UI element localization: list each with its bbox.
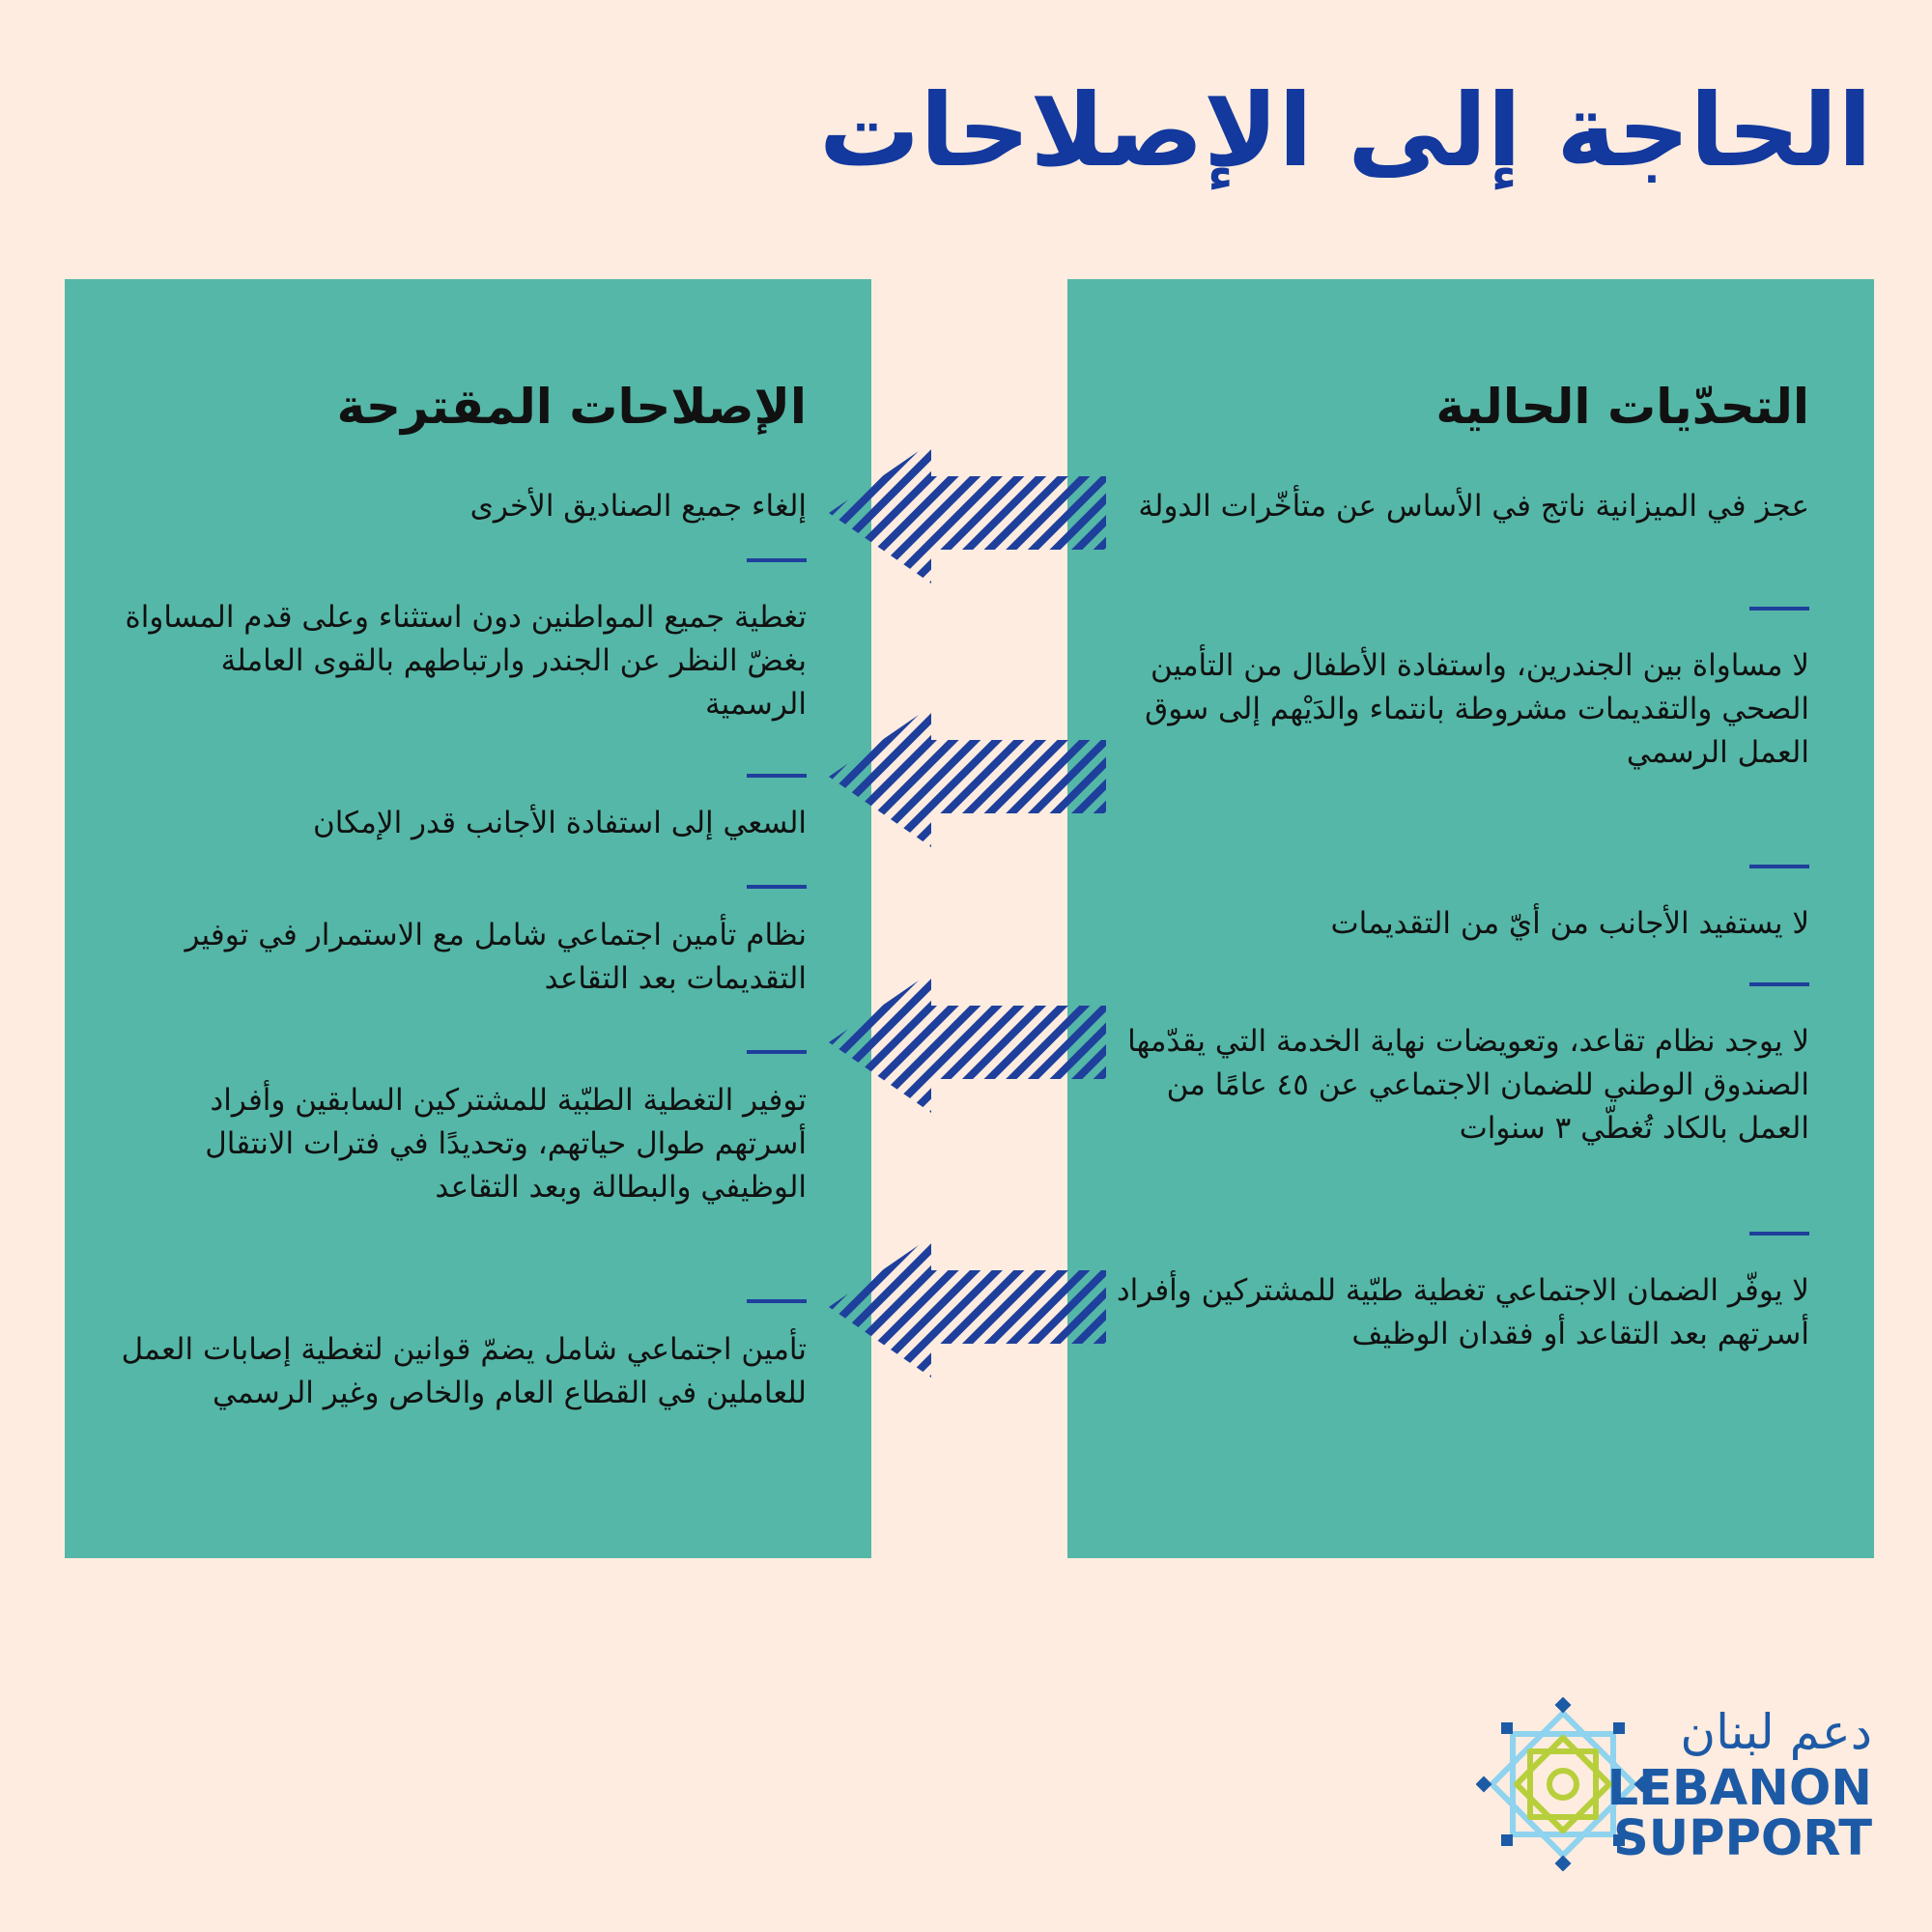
brand-name-line2: SUPPORT: [1612, 1810, 1872, 1867]
reforms-heading: الإصلاحات المقترحة: [336, 379, 807, 435]
page-title: الحاجة إلى الإصلاحات: [818, 71, 1872, 189]
challenges-heading: التحدّيات الحالية: [1435, 379, 1809, 435]
brand-name-line1: LEBANON: [1606, 1760, 1872, 1817]
reform-separator: [747, 1299, 807, 1303]
reform-item: السعي إلى استفادة الأجانب قدر الإمكان: [312, 806, 807, 840]
reform-separator: [747, 558, 807, 562]
challenge-item: لا يوجد نظام تقاعد، وتعويضات نهاية الخدمة التي يقدّمها الصندوق الوطني للضمان الاجتماعي عن ٤٥ عامًا من العمل بالكاد تُغطّي ٣ سنوات: [1127, 1024, 1809, 1146]
reforms-panel: [65, 279, 871, 1558]
challenge-separator: [1749, 865, 1809, 868]
challenge-separator: [1749, 607, 1809, 611]
reform-item: تغطية جميع المواطنين دون استثناء وعلى قدم المساواة بغضّ النظر عن الجندر وارتباطهم بالقوى العاملة الرسمية: [125, 600, 807, 722]
reform-item: توفير التغطية الطبّية للمشتركين السابقين وأفراد أسرتهم طوال حياتهم، وتحديدًا في فترات الانتقال الوظيفي والبطالة وبعد التقاعد: [205, 1083, 807, 1205]
reform-separator: [747, 774, 807, 778]
brand-name-arabic: دعم لبنان: [1680, 1704, 1872, 1760]
challenge-item: عجز في الميزانية ناتج في الأساس عن متأخّرات الدولة: [1138, 489, 1809, 524]
hatched-left-arrow-icon: [829, 972, 1106, 1113]
reform-item: تأمين اجتماعي شامل يضمّ قوانين لتغطية إصابات العمل للعاملين في القطاع العام والخاص وغير الرسمي: [121, 1332, 807, 1410]
challenge-item: لا يوفّر الضمان الاجتماعي تغطية طبّية للمشتركين وأفراد أسرتهم بعد التقاعد أو فقدان الوظيف: [1116, 1273, 1809, 1351]
challenge-item: لا مساواة بين الجندرين، واستفادة الأطفال من التأمين الصحي والتقديمات مشروطة بانتماء والدَيْهم إلى سوق العمل الرسمي: [1145, 648, 1809, 770]
reform-item: إلغاء جميع الصناديق الأخرى: [469, 489, 807, 524]
reform-separator: [747, 1050, 807, 1054]
hatched-left-arrow-icon: [829, 442, 1106, 583]
hatched-left-arrow-icon: [829, 1236, 1106, 1378]
challenge-separator: [1749, 982, 1809, 986]
hatched-left-arrow-icon: [829, 706, 1106, 847]
reform-separator: [747, 885, 807, 889]
reform-item: نظام تأمين اجتماعي شامل مع الاستمرار في توفير التقديمات بعد التقاعد: [185, 918, 807, 996]
challenge-item: لا يستفيد الأجانب من أيّ من التقديمات: [1330, 906, 1809, 941]
challenge-separator: [1749, 1232, 1809, 1236]
challenges-panel: [1067, 279, 1874, 1558]
